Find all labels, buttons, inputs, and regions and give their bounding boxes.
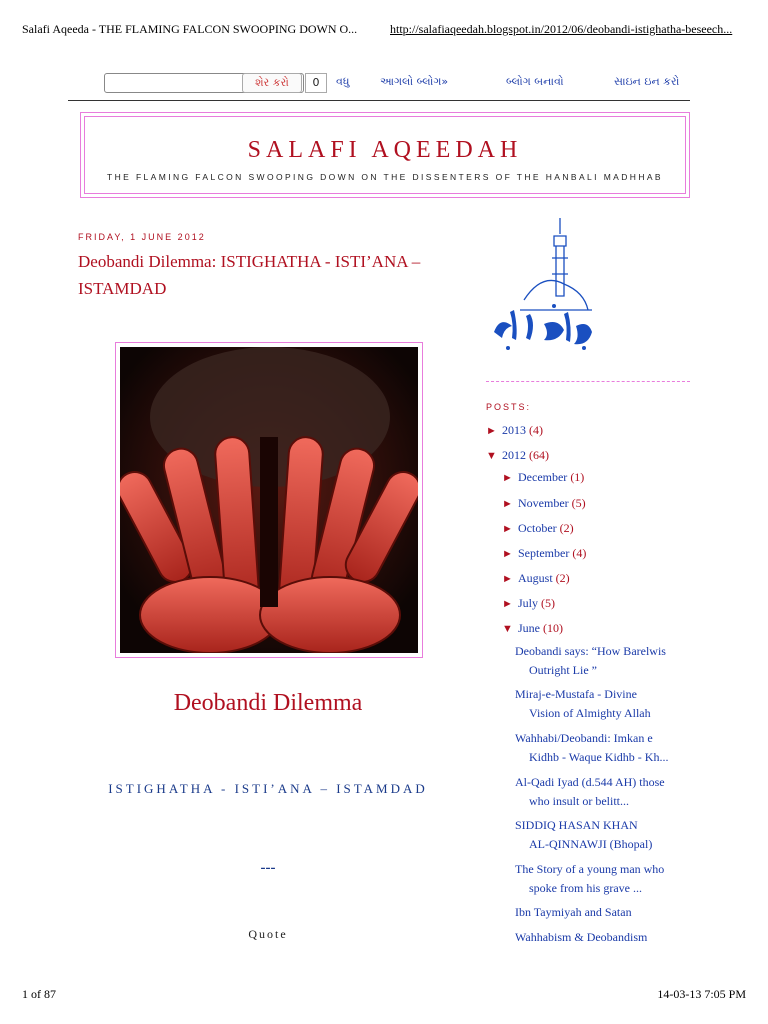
post-link-line-2[interactable]: who insult or belitt... <box>529 794 629 808</box>
sign-in-link[interactable]: સાઇન ઇન કરો <box>614 75 680 88</box>
post-caption: ISTIGHATHA - ISTI’ANA – ISTAMDAD <box>108 781 428 796</box>
print-page-title: Salafi Aqeeda - THE FLAMING FALCON SWOOPING DOWN O... <box>22 22 358 36</box>
archive-count: (5) <box>571 496 586 510</box>
collapse-triangle-icon[interactable]: ▼ <box>486 450 497 462</box>
expand-triangle-icon[interactable]: ► <box>502 573 513 585</box>
post-link-line-1[interactable]: Al-Qadi Iyad (d.544 AH) those <box>515 775 665 789</box>
expand-triangle-icon[interactable]: ► <box>502 523 513 535</box>
archive-post-link[interactable] <box>515 860 695 898</box>
post-link-line-1[interactable]: Ibn Taymiyah and Satan <box>515 905 632 919</box>
create-blog-link[interactable]: બ્લોગ બનાવો <box>506 75 564 88</box>
archive-label[interactable]: August <box>518 571 553 585</box>
blogger-navbar <box>68 66 690 101</box>
blog-title[interactable]: SALAFI AQEEDAH <box>247 137 523 163</box>
archive-label[interactable]: September <box>518 546 570 560</box>
post-link-line-2[interactable]: spoke from his grave ... <box>529 881 642 895</box>
archive-month-september[interactable] <box>502 546 586 561</box>
post-title-line-2[interactable]: ISTAMDAD <box>78 279 167 298</box>
archive-month-october[interactable] <box>502 521 574 536</box>
archive-label[interactable]: 2013 <box>502 423 526 437</box>
archive-post-link[interactable] <box>515 642 695 680</box>
archive-count: (5) <box>541 596 556 610</box>
blog-archive-heading: POSTS: <box>486 402 532 412</box>
post-link-line-1[interactable]: Wahhabism & Deobandism <box>515 930 648 944</box>
share-count: 0 <box>305 73 327 93</box>
archive-post-link[interactable] <box>515 773 695 811</box>
expand-triangle-icon[interactable]: ► <box>502 472 513 484</box>
archive-count: (64) <box>529 448 549 462</box>
archive-year-2013[interactable] <box>486 423 543 438</box>
archive-label[interactable]: 2012 <box>502 448 526 462</box>
separator-dashes: --- <box>260 860 276 876</box>
post-link-line-2[interactable]: Vision of Almighty Allah <box>529 706 651 720</box>
print-datetime: 14-03-13 7:05 PM <box>657 987 746 1001</box>
post-subtitle: Deobandi Dilemma <box>173 690 363 716</box>
archive-month-august[interactable] <box>502 571 570 586</box>
archive-post-link[interactable] <box>515 729 695 767</box>
next-blog-link[interactable]: આગલો બ્લોગ» <box>380 75 449 88</box>
post-image-frame <box>115 342 423 658</box>
archive-month-july[interactable] <box>502 596 555 611</box>
archive-post-link[interactable] <box>515 928 695 947</box>
archive-count: (4) <box>572 546 587 560</box>
archive-label[interactable]: October <box>518 521 557 535</box>
archive-month-december[interactable] <box>502 470 584 485</box>
post-title[interactable] <box>78 248 458 302</box>
post-date: FRIDAY, 1 JUNE 2012 <box>78 232 206 242</box>
sidebar-divider <box>486 381 690 382</box>
expand-triangle-icon[interactable]: ► <box>502 548 513 560</box>
collapse-triangle-icon[interactable]: ▼ <box>502 623 513 635</box>
print-page-number: 1 of 87 <box>22 987 56 1001</box>
expand-triangle-icon[interactable]: ► <box>502 598 513 610</box>
archive-month-june[interactable] <box>502 621 563 636</box>
blog-header <box>80 112 690 198</box>
archive-month-november[interactable] <box>502 496 586 511</box>
post-link-line-1[interactable]: Wahhabi/Deobandi: Imkan e <box>515 731 653 745</box>
hands-over-face-illustration <box>120 347 418 653</box>
post-link-line-1[interactable]: Miraj-e-Mustafa - Divine <box>515 687 637 701</box>
archive-count: (4) <box>529 423 543 437</box>
blog-description: THE FLAMING FALCON SWOOPING DOWN ON THE DISSENTERS OF THE HANBALI MADHHAB <box>106 172 663 182</box>
archive-label[interactable]: December <box>518 470 568 484</box>
archive-year-2012[interactable] <box>486 448 549 463</box>
post-link-line-2[interactable]: Outright Lie ” <box>529 663 597 677</box>
more-link[interactable]: વધુ <box>336 75 350 88</box>
archive-label[interactable]: July <box>518 596 539 610</box>
quote-label: Quote <box>248 927 288 941</box>
archive-post-link[interactable] <box>515 685 695 723</box>
post-link-line-2[interactable]: Kidhb - Waque Kidhb - Kh... <box>529 750 669 764</box>
archive-post-link[interactable] <box>515 903 695 922</box>
post-title-line-1[interactable]: Deobandi Dilemma: ISTIGHATHA - ISTI’ANA – <box>78 252 421 271</box>
archive-count: (10) <box>543 621 563 635</box>
share-button[interactable]: શેર કરો <box>242 73 302 93</box>
post-link-line-1[interactable]: Deobandi says: “How Barelwis <box>515 644 666 658</box>
expand-triangle-icon[interactable]: ► <box>486 425 497 437</box>
archive-count: (2) <box>559 521 574 535</box>
print-page-url[interactable]: http://salafiaqeedah.blogspot.in/2012/06/deobandi-istighatha-beseech... <box>390 22 733 36</box>
expand-triangle-icon[interactable]: ► <box>502 498 513 510</box>
post-link-line-1[interactable]: SIDDIQ HASAN KHAN <box>515 818 638 832</box>
archive-post-link[interactable] <box>515 816 695 854</box>
archive-count: (1) <box>570 470 585 484</box>
post-image-hands-over-face[interactable] <box>120 347 418 653</box>
archive-label[interactable]: November <box>518 496 569 510</box>
archive-label[interactable]: June <box>518 621 540 635</box>
ya-rasool-allah-calligraphy-logo <box>484 214 600 364</box>
post-link-line-1[interactable]: The Story of a young man who <box>515 862 665 876</box>
archive-count: (2) <box>555 571 570 585</box>
post-link-line-2[interactable]: AL-QINNAWJI (Bhopal) <box>529 837 653 851</box>
